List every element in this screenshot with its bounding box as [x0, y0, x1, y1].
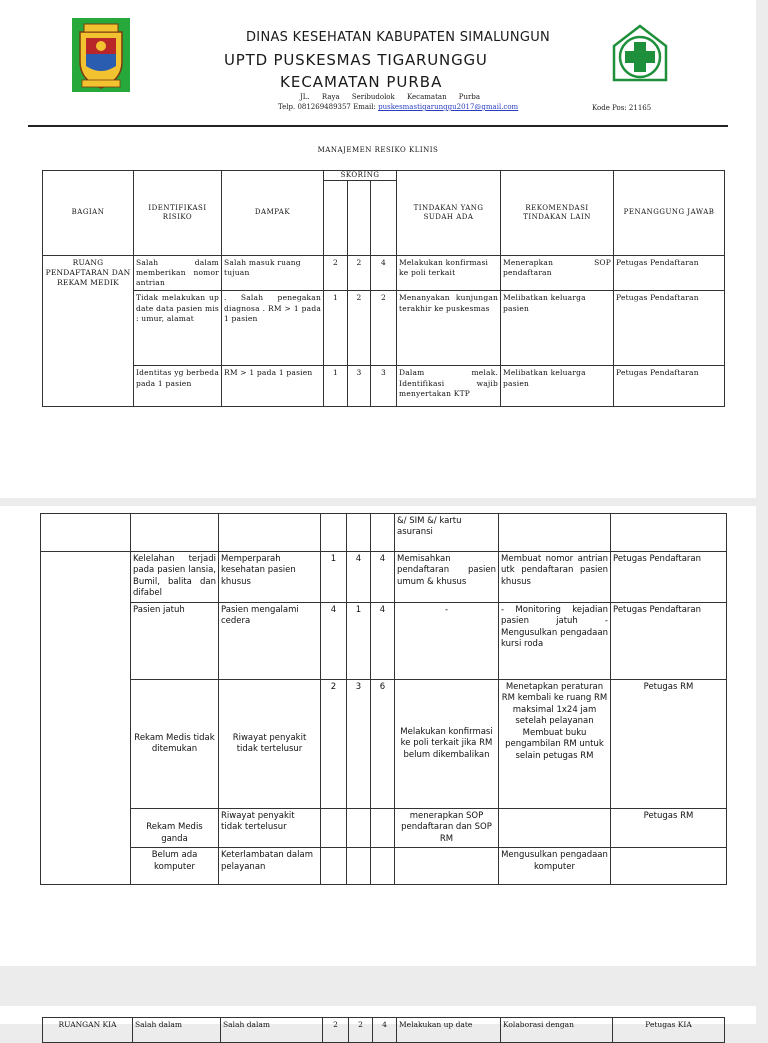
cell-penanggung: Petugas RM	[611, 680, 727, 809]
cell-skor-2	[347, 848, 371, 885]
cell-skor-2: 2	[349, 1018, 373, 1043]
col-header-identifikasi: IDENTIFIKASI RISIKO	[134, 171, 222, 256]
cell-tindakan: Memisahkan pendaftaran pasien umum & khusus	[395, 552, 499, 603]
cell-skor-1: 4	[321, 603, 347, 680]
cell-skor-2	[347, 809, 371, 848]
cell-identifikasi: Identitas yg berbeda pada 1 pasien	[134, 366, 222, 407]
table-row	[41, 552, 727, 603]
document-title: MANAJEMEN RESIKO KLINIS	[317, 146, 439, 154]
col-header-rekomendasi: REKOMENDASI TINDAKAN LAIN	[501, 171, 614, 256]
cell-skor-1: 1	[321, 552, 347, 603]
cell-rekomendasi: Membuat nomor antrian utk pendaftaran pasien khusus	[499, 552, 611, 603]
cell-tindakan: Melakukan up date	[397, 1018, 501, 1043]
cell-skor-2: 4	[347, 552, 371, 603]
cell-rekomendasi: Melibatkan keluarga pasien	[501, 291, 614, 366]
risk-table-page-1	[42, 170, 725, 407]
cell-dampak: Riwayat penyakit tidak tertelusur	[219, 680, 321, 809]
cell-tindakan: Dalam melak. Identifikasi wajib menyertakan KTP	[397, 366, 501, 407]
document-page-1	[0, 0, 756, 498]
cell-rekomendasi: Menetapkan peraturan RM kembali ke ruang RM maksimal 1x24 jam setelah pelayanan Membuat buku pengambilan RM untuk selain petugas RM	[499, 680, 611, 809]
cell-tindakan: Melakukan konfirmasi ke poli terkait jika RM belum dikembalikan	[395, 680, 499, 809]
email-link[interactable]: puskesmastigarunggu2017@gmail.com	[378, 103, 519, 111]
cell-dampak: . Salah penegakan diagnosa . RM > 1 pada 1 pasien	[222, 291, 324, 366]
table-header-row	[43, 171, 725, 181]
cell-dampak: Riwayat penyakit tidak tertelusur	[219, 809, 321, 848]
cell-tindakan: -	[395, 603, 499, 680]
col-header-penanggung: PENANGGUNG JAWAB	[614, 171, 725, 256]
header-telp: Telp. 081269489357 Email:	[278, 103, 376, 111]
cell-rekomendasi: Mengusulkan pengadaan komputer	[499, 848, 611, 885]
cell-skor-3: 4	[371, 603, 395, 680]
table-row	[43, 1018, 725, 1043]
cell-skor-1: 2	[321, 680, 347, 809]
puskesmas-cross-logo	[612, 24, 668, 82]
cell-dampak	[219, 514, 321, 552]
cell-skor-3: 6	[371, 680, 395, 809]
cell-skor-1: 2	[324, 256, 348, 291]
cell-penanggung	[611, 514, 727, 552]
cell-skor-3: 4	[371, 552, 395, 603]
risk-table-page-3	[42, 1017, 725, 1043]
cell-identifikasi: Salah dalam memberikan nomor antrian	[134, 256, 222, 291]
cell-dampak: Memperparah kesehatan pasien khusus	[219, 552, 321, 603]
cell-skor-1: 2	[323, 1018, 349, 1043]
cell-rekomendasi	[499, 514, 611, 552]
cell-identifikasi: Tidak melakukan up date data pasien mis : umur, alamat	[134, 291, 222, 366]
cell-skor-3: 3	[371, 366, 397, 407]
cell-dampak: Pasien mengalami cedera	[219, 603, 321, 680]
cell-bagian: RUANGAN KIA	[43, 1018, 133, 1043]
cell-skor-3: 2	[371, 291, 397, 366]
cell-skor-3	[371, 809, 395, 848]
table-row	[41, 848, 727, 885]
cell-rekomendasi: Kolaborasi dengan	[501, 1018, 613, 1043]
cell-skor-2: 2	[348, 291, 371, 366]
cell-penanggung	[611, 848, 727, 885]
cell-skor-2: 2	[348, 256, 371, 291]
cell-skor-1	[321, 809, 347, 848]
col-header-tindakan: TINDAKAN YANG SUDAH ADA	[397, 171, 501, 256]
skoring-sub-1	[324, 181, 348, 256]
risk-table-page-2	[40, 513, 727, 885]
cell-identifikasi: Kelelahan terjadi pada pasien lansia, Bumil, balita dan difabel	[131, 552, 219, 603]
cell-identifikasi	[131, 514, 219, 552]
cell-bagian: RUANG PENDAFTARAN DAN REKAM MEDIK	[43, 256, 134, 407]
header-address: JL. Raya Seribudolok Kecamatan Purba	[300, 93, 481, 101]
cell-skor-1: 1	[324, 291, 348, 366]
table-row	[41, 680, 727, 809]
col-header-dampak: DAMPAK	[222, 171, 324, 256]
cell-skor-2: 3	[347, 680, 371, 809]
cell-dampak: Salah masuk ruang tujuan	[222, 256, 324, 291]
header-divider	[28, 125, 728, 127]
cell-skor-1: 1	[324, 366, 348, 407]
cell-skor-1	[321, 848, 347, 885]
cell-skor-2: 3	[348, 366, 371, 407]
cell-penanggung: Petugas RM	[611, 809, 727, 848]
cell-skor-3: 4	[373, 1018, 397, 1043]
cell-penanggung: Petugas Pendaftaran	[614, 366, 725, 407]
cell-skor-3	[371, 848, 395, 885]
cell-penanggung: Petugas Pendaftaran	[611, 552, 727, 603]
cell-identifikasi: Pasien jatuh	[131, 603, 219, 680]
cell-dampak: Keterlambatan dalam pelayanan	[219, 848, 321, 885]
cell-skor-3	[371, 514, 395, 552]
cell-rekomendasi	[499, 809, 611, 848]
cell-skor-2: 1	[347, 603, 371, 680]
cell-tindakan	[395, 848, 499, 885]
table-row	[41, 514, 727, 552]
header-kode-pos: Kode Pos: 21165	[592, 104, 652, 112]
cell-tindakan: menerapkan SOP pendaftaran dan SOP RM	[395, 809, 499, 848]
cell-dampak: RM > 1 pada 1 pasien	[222, 366, 324, 407]
cell-skor-2	[347, 514, 371, 552]
table-row	[43, 366, 725, 407]
table-row	[41, 809, 727, 848]
cell-identifikasi: Rekam Medis ganda	[131, 809, 219, 848]
cell-identifikasi: Rekam Medis tidak ditemukan	[131, 680, 219, 809]
header-line-uptd: UPTD PUSKESMAS TIGARUNGGU	[224, 51, 488, 69]
col-header-skoring: SKORING	[324, 171, 397, 181]
cell-penanggung: Petugas Pendaftaran	[611, 603, 727, 680]
cell-penanggung: Petugas Pendaftaran	[614, 256, 725, 291]
cell-penanggung: Petugas KIA	[613, 1018, 725, 1043]
table-row	[43, 256, 725, 291]
cell-penanggung: Petugas Pendaftaran	[614, 291, 725, 366]
cell-bagian	[41, 514, 131, 552]
cell-rekomendasi: Menerapkan SOP pendaftaran	[501, 256, 614, 291]
cell-rekomendasi: - Monitoring kejadian pasien jatuh - Mengusulkan pengadaan kursi roda	[499, 603, 611, 680]
cell-skor-1	[321, 514, 347, 552]
skoring-sub-2	[348, 181, 371, 256]
cell-bagian	[41, 552, 131, 885]
cell-identifikasi: Belum ada komputer	[131, 848, 219, 885]
header-line-kecamatan: KECAMATAN PURBA	[280, 73, 443, 91]
cell-tindakan: Menanyakan kunjungan terakhir ke puskesmas	[397, 291, 501, 366]
col-header-bagian: BAGIAN	[43, 171, 134, 256]
cell-tindakan: Melakukan konfirmasi ke poli terkait	[397, 256, 501, 291]
cell-tindakan: &/ SIM &/ kartu asuransi	[395, 514, 499, 552]
cell-rekomendasi: Melibatkan keluarga pasien	[501, 366, 614, 407]
table-row	[41, 603, 727, 680]
kabupaten-crest-logo	[72, 18, 130, 92]
header-contact	[278, 103, 518, 111]
cell-dampak: Salah dalam	[221, 1018, 323, 1043]
skoring-sub-3	[371, 181, 397, 256]
cell-skor-3: 4	[371, 256, 397, 291]
cell-identifikasi: Salah dalam	[133, 1018, 221, 1043]
table-row	[43, 291, 725, 366]
header-line-dinas: DINAS KESEHATAN KABUPATEN SIMALUNGUN	[246, 30, 551, 45]
